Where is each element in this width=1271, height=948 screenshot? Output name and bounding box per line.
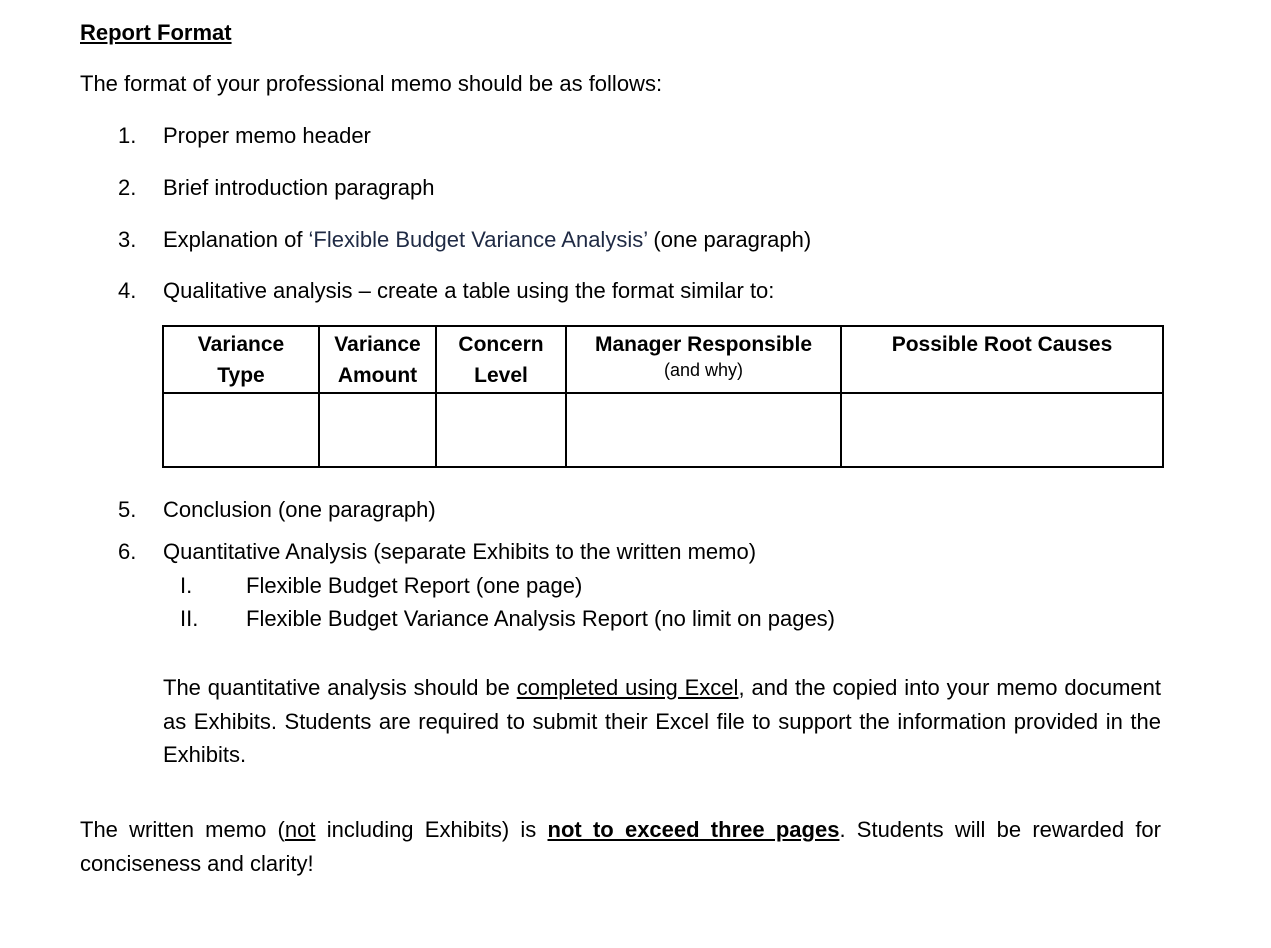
sub-list-text: Flexible Budget Variance Analysis Report (no limit on pages) — [246, 606, 836, 631]
header-possible-root-causes: Possible Root Causes — [841, 326, 1163, 393]
underlined-emphasis: completed using Excel — [516, 675, 739, 700]
closing-paragraph: The written memo (not including Exhibits) is not to exceed three pages. Students will be rewarded for conciseness and clarity! — [80, 817, 1161, 876]
list-item-3 — [118, 227, 811, 253]
sub-list-text: Flexible Budget Report (one page) — [246, 573, 583, 598]
header-manager-responsible: Manager Responsible (and why) — [566, 326, 841, 393]
list-text: Conclusion (one paragraph) — [163, 497, 436, 522]
header-variance-type: Variance Type — [163, 326, 319, 393]
table-header-row — [163, 326, 1163, 393]
header-concern-level: Concern Level — [436, 326, 566, 393]
list-text — [163, 227, 811, 253]
list-number: 1. — [118, 123, 137, 148]
list-number: 2. — [118, 175, 137, 200]
list-number: 5. — [118, 497, 137, 522]
table-cell — [163, 393, 319, 467]
list-number: 4. — [118, 278, 137, 303]
header-variance-amount: Variance Amount — [319, 326, 436, 393]
sub-list-number: I. — [180, 573, 193, 598]
bold-underlined-emphasis: not to exceed three pages — [547, 817, 840, 842]
list-text-before: Explanation of — [163, 227, 309, 252]
list-text: Proper memo header — [163, 123, 371, 148]
list-item-2 — [118, 175, 435, 201]
list-text: Brief introduction paragraph — [163, 175, 435, 200]
table-cell — [319, 393, 436, 467]
list-item-1 — [118, 123, 371, 149]
qualitative-analysis-table — [162, 325, 1164, 468]
table-cell — [566, 393, 841, 467]
list-item-6 — [118, 539, 756, 565]
intro-sentence: The format of your professional memo should be as follows: — [80, 71, 663, 96]
list-item-4 — [118, 278, 774, 304]
list-text: Quantitative Analysis (separate Exhibits to the written memo) — [163, 539, 757, 564]
table-cell — [436, 393, 566, 467]
sub-list-number: II. — [180, 606, 199, 631]
sub-list-item-1 — [180, 573, 582, 599]
list-text-quoted-term: ‘Flexible Budget Variance Analysis’ — [308, 227, 648, 252]
list-text: Qualitative analysis – create a table using the format similar to: — [163, 278, 775, 303]
list-item-5 — [118, 497, 436, 523]
table-row — [163, 393, 1163, 467]
sub-list-item-2 — [180, 606, 835, 632]
list-text-after: (one paragraph) — [647, 227, 812, 252]
report-format-heading: Report Format — [80, 20, 232, 45]
excel-paragraph: The quantitative analysis should be completed using Excel, and the copied into your memo document as Exhibits. Students are required to submit their Excel file to support the information provided in the Exhibits. — [163, 675, 1161, 767]
underlined-emphasis: not — [284, 817, 316, 842]
list-number: 3. — [118, 227, 137, 252]
list-number: 6. — [118, 539, 137, 564]
table-cell — [841, 393, 1163, 467]
